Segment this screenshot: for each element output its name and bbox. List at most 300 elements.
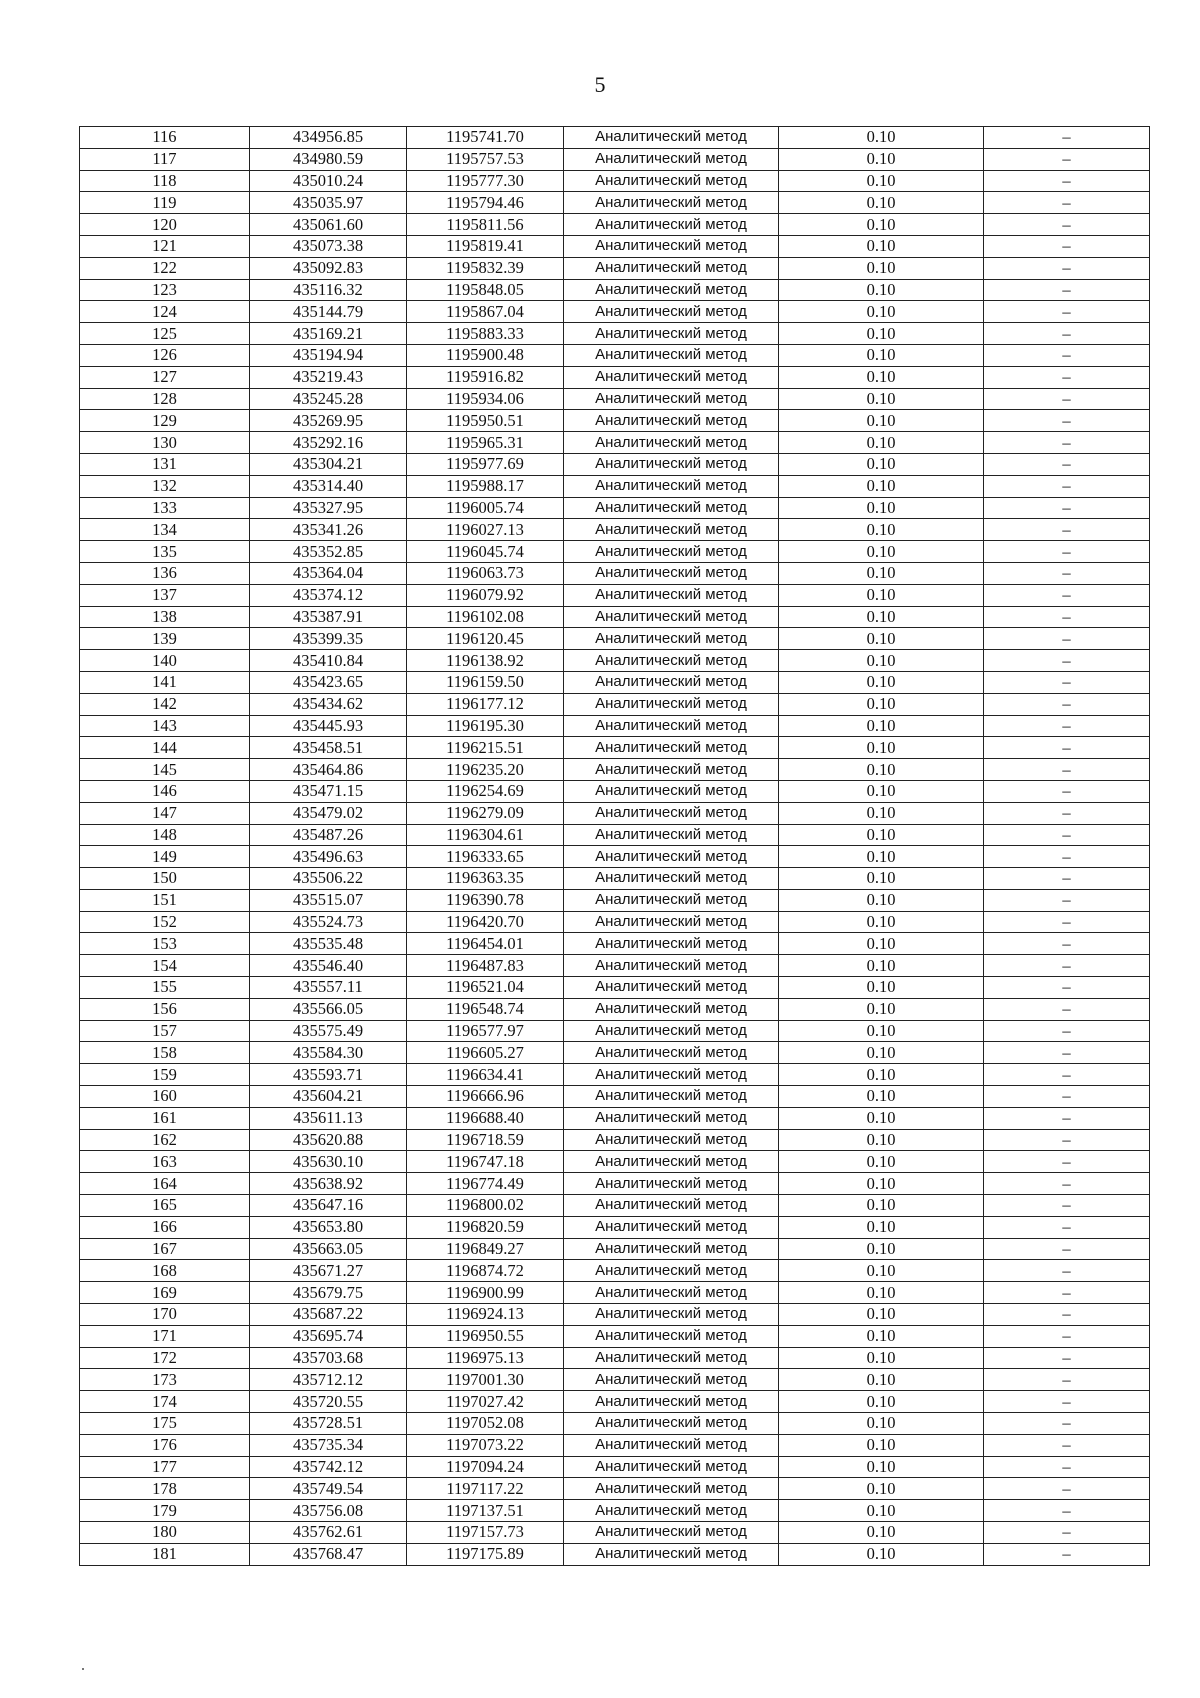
x-coordinate-cell: 435445.93: [250, 715, 407, 737]
x-coordinate-cell: 435647.16: [250, 1195, 407, 1217]
table-row: [80, 235, 1150, 257]
determination-method-cell: Аналитический метод: [564, 562, 779, 584]
note-dash-cell: –: [984, 802, 1150, 824]
x-coordinate-cell: 435269.95: [250, 410, 407, 432]
table-row: [80, 257, 1150, 279]
note-dash-cell: –: [984, 933, 1150, 955]
table-row: [80, 1238, 1150, 1260]
accuracy-value-cell: 0.10: [779, 1216, 984, 1238]
y-coordinate-cell: 1195977.69: [407, 453, 564, 475]
point-number-cell: 167: [80, 1238, 250, 1260]
determination-method-cell: Аналитический метод: [564, 1456, 779, 1478]
y-coordinate-cell: 1196747.18: [407, 1151, 564, 1173]
y-coordinate-cell: 1196666.96: [407, 1086, 564, 1108]
x-coordinate-cell: 435728.51: [250, 1413, 407, 1435]
accuracy-value-cell: 0.10: [779, 1325, 984, 1347]
x-coordinate-cell: 435399.35: [250, 628, 407, 650]
determination-method-cell: Аналитический метод: [564, 933, 779, 955]
y-coordinate-cell: 1195883.33: [407, 323, 564, 345]
accuracy-value-cell: 0.10: [779, 846, 984, 868]
y-coordinate-cell: 1195988.17: [407, 475, 564, 497]
determination-method-cell: Аналитический метод: [564, 628, 779, 650]
note-dash-cell: –: [984, 977, 1150, 999]
point-number-cell: 177: [80, 1456, 250, 1478]
note-dash-cell: –: [984, 868, 1150, 890]
note-dash-cell: –: [984, 628, 1150, 650]
note-dash-cell: –: [984, 1456, 1150, 1478]
accuracy-value-cell: 0.10: [779, 606, 984, 628]
note-dash-cell: –: [984, 410, 1150, 432]
accuracy-value-cell: 0.10: [779, 148, 984, 170]
point-number-cell: 180: [80, 1522, 250, 1544]
point-number-cell: 154: [80, 955, 250, 977]
table-row: [80, 366, 1150, 388]
determination-method-cell: Аналитический метод: [564, 192, 779, 214]
note-dash-cell: –: [984, 846, 1150, 868]
table-row: [80, 1064, 1150, 1086]
table-row: [80, 1129, 1150, 1151]
x-coordinate-cell: 435327.95: [250, 497, 407, 519]
determination-method-cell: Аналитический метод: [564, 366, 779, 388]
table-row: [80, 824, 1150, 846]
accuracy-value-cell: 0.10: [779, 1107, 984, 1129]
x-coordinate-cell: 435479.02: [250, 802, 407, 824]
accuracy-value-cell: 0.10: [779, 650, 984, 672]
y-coordinate-cell: 1197117.22: [407, 1478, 564, 1500]
determination-method-cell: Аналитический метод: [564, 606, 779, 628]
determination-method-cell: Аналитический метод: [564, 170, 779, 192]
determination-method-cell: Аналитический метод: [564, 1020, 779, 1042]
point-number-cell: 132: [80, 475, 250, 497]
determination-method-cell: Аналитический метод: [564, 1042, 779, 1064]
note-dash-cell: –: [984, 1522, 1150, 1544]
point-number-cell: 170: [80, 1304, 250, 1326]
y-coordinate-cell: 1196063.73: [407, 562, 564, 584]
page-number: 5: [594, 72, 606, 97]
point-number-cell: 119: [80, 192, 250, 214]
y-coordinate-cell: 1196577.97: [407, 1020, 564, 1042]
x-coordinate-cell: 435768.47: [250, 1543, 407, 1565]
note-dash-cell: –: [984, 1107, 1150, 1129]
y-coordinate-cell: 1196900.99: [407, 1282, 564, 1304]
point-number-cell: 158: [80, 1042, 250, 1064]
y-coordinate-cell: 1195819.41: [407, 235, 564, 257]
table-row: [80, 541, 1150, 563]
y-coordinate-cell: 1196177.12: [407, 693, 564, 715]
table-row: [80, 1216, 1150, 1238]
accuracy-value-cell: 0.10: [779, 432, 984, 454]
y-coordinate-cell: 1196688.40: [407, 1107, 564, 1129]
note-dash-cell: –: [984, 388, 1150, 410]
table-row: [80, 606, 1150, 628]
determination-method-cell: Аналитический метод: [564, 1173, 779, 1195]
determination-method-cell: Аналитический метод: [564, 497, 779, 519]
point-number-cell: 148: [80, 824, 250, 846]
determination-method-cell: Аналитический метод: [564, 1478, 779, 1500]
x-coordinate-cell: 435073.38: [250, 235, 407, 257]
y-coordinate-cell: 1196975.13: [407, 1347, 564, 1369]
accuracy-value-cell: 0.10: [779, 1522, 984, 1544]
note-dash-cell: –: [984, 1391, 1150, 1413]
x-coordinate-cell: 434956.85: [250, 127, 407, 149]
determination-method-cell: Аналитический метод: [564, 693, 779, 715]
accuracy-value-cell: 0.10: [779, 1369, 984, 1391]
note-dash-cell: –: [984, 366, 1150, 388]
accuracy-value-cell: 0.10: [779, 1195, 984, 1217]
y-coordinate-cell: 1196363.35: [407, 868, 564, 890]
y-coordinate-cell: 1195848.05: [407, 279, 564, 301]
determination-method-cell: Аналитический метод: [564, 475, 779, 497]
note-dash-cell: –: [984, 955, 1150, 977]
accuracy-value-cell: 0.10: [779, 192, 984, 214]
y-coordinate-cell: 1196800.02: [407, 1195, 564, 1217]
accuracy-value-cell: 0.10: [779, 868, 984, 890]
y-coordinate-cell: 1196420.70: [407, 911, 564, 933]
note-dash-cell: –: [984, 235, 1150, 257]
determination-method-cell: Аналитический метод: [564, 998, 779, 1020]
accuracy-value-cell: 0.10: [779, 257, 984, 279]
determination-method-cell: Аналитический метод: [564, 715, 779, 737]
table-row: [80, 737, 1150, 759]
table-row: [80, 1173, 1150, 1195]
note-dash-cell: –: [984, 1478, 1150, 1500]
determination-method-cell: Аналитический метод: [564, 1325, 779, 1347]
x-coordinate-cell: 435423.65: [250, 671, 407, 693]
x-coordinate-cell: 435169.21: [250, 323, 407, 345]
x-coordinate-cell: 435593.71: [250, 1064, 407, 1086]
point-number-cell: 147: [80, 802, 250, 824]
y-coordinate-cell: 1196120.45: [407, 628, 564, 650]
table-row: [80, 562, 1150, 584]
table-row: [80, 1369, 1150, 1391]
note-dash-cell: –: [984, 780, 1150, 802]
note-dash-cell: –: [984, 911, 1150, 933]
y-coordinate-cell: 1196279.09: [407, 802, 564, 824]
note-dash-cell: –: [984, 606, 1150, 628]
determination-method-cell: Аналитический метод: [564, 432, 779, 454]
point-number-cell: 168: [80, 1260, 250, 1282]
accuracy-value-cell: 0.10: [779, 1500, 984, 1522]
determination-method-cell: Аналитический метод: [564, 584, 779, 606]
point-number-cell: 146: [80, 780, 250, 802]
note-dash-cell: –: [984, 584, 1150, 606]
table-row: [80, 1304, 1150, 1326]
y-coordinate-cell: 1196849.27: [407, 1238, 564, 1260]
point-number-cell: 129: [80, 410, 250, 432]
point-number-cell: 165: [80, 1195, 250, 1217]
table-row: [80, 998, 1150, 1020]
note-dash-cell: –: [984, 1413, 1150, 1435]
y-coordinate-cell: 1195741.70: [407, 127, 564, 149]
note-dash-cell: –: [984, 1260, 1150, 1282]
determination-method-cell: Аналитический метод: [564, 1347, 779, 1369]
y-coordinate-cell: 1195832.39: [407, 257, 564, 279]
note-dash-cell: –: [984, 214, 1150, 236]
y-coordinate-cell: 1196521.04: [407, 977, 564, 999]
y-coordinate-cell: 1196027.13: [407, 519, 564, 541]
x-coordinate-cell: 435387.91: [250, 606, 407, 628]
note-dash-cell: –: [984, 715, 1150, 737]
accuracy-value-cell: 0.10: [779, 1020, 984, 1042]
accuracy-value-cell: 0.10: [779, 1413, 984, 1435]
accuracy-value-cell: 0.10: [779, 1129, 984, 1151]
determination-method-cell: Аналитический метод: [564, 671, 779, 693]
accuracy-value-cell: 0.10: [779, 671, 984, 693]
x-coordinate-cell: 435584.30: [250, 1042, 407, 1064]
x-coordinate-cell: 435638.92: [250, 1173, 407, 1195]
note-dash-cell: –: [984, 541, 1150, 563]
table-row: [80, 977, 1150, 999]
point-number-cell: 174: [80, 1391, 250, 1413]
accuracy-value-cell: 0.10: [779, 497, 984, 519]
table-row: [80, 519, 1150, 541]
determination-method-cell: Аналитический метод: [564, 1107, 779, 1129]
determination-method-cell: Аналитический метод: [564, 1282, 779, 1304]
point-number-cell: 122: [80, 257, 250, 279]
x-coordinate-cell: 435671.27: [250, 1260, 407, 1282]
note-dash-cell: –: [984, 1369, 1150, 1391]
note-dash-cell: –: [984, 1325, 1150, 1347]
note-dash-cell: –: [984, 1434, 1150, 1456]
y-coordinate-cell: 1196487.83: [407, 955, 564, 977]
y-coordinate-cell: 1195794.46: [407, 192, 564, 214]
x-coordinate-cell: 435035.97: [250, 192, 407, 214]
x-coordinate-cell: 435506.22: [250, 868, 407, 890]
x-coordinate-cell: 435663.05: [250, 1238, 407, 1260]
x-coordinate-cell: 435364.04: [250, 562, 407, 584]
note-dash-cell: –: [984, 1129, 1150, 1151]
note-dash-cell: –: [984, 671, 1150, 693]
point-number-cell: 157: [80, 1020, 250, 1042]
point-number-cell: 117: [80, 148, 250, 170]
accuracy-value-cell: 0.10: [779, 323, 984, 345]
note-dash-cell: –: [984, 301, 1150, 323]
y-coordinate-cell: 1196774.49: [407, 1173, 564, 1195]
note-dash-cell: –: [984, 1151, 1150, 1173]
accuracy-value-cell: 0.10: [779, 541, 984, 563]
note-dash-cell: –: [984, 1500, 1150, 1522]
point-number-cell: 116: [80, 127, 250, 149]
note-dash-cell: –: [984, 650, 1150, 672]
accuracy-value-cell: 0.10: [779, 235, 984, 257]
point-number-cell: 161: [80, 1107, 250, 1129]
x-coordinate-cell: 435434.62: [250, 693, 407, 715]
determination-method-cell: Аналитический метод: [564, 911, 779, 933]
note-dash-cell: –: [984, 475, 1150, 497]
point-number-cell: 135: [80, 541, 250, 563]
table-row: [80, 1042, 1150, 1064]
accuracy-value-cell: 0.10: [779, 453, 984, 475]
note-dash-cell: –: [984, 1347, 1150, 1369]
x-coordinate-cell: 435496.63: [250, 846, 407, 868]
table-row: [80, 650, 1150, 672]
point-number-cell: 124: [80, 301, 250, 323]
point-number-cell: 163: [80, 1151, 250, 1173]
determination-method-cell: Аналитический метод: [564, 519, 779, 541]
accuracy-value-cell: 0.10: [779, 1391, 984, 1413]
point-number-cell: 131: [80, 453, 250, 475]
accuracy-value-cell: 0.10: [779, 737, 984, 759]
y-coordinate-cell: 1196138.92: [407, 650, 564, 672]
accuracy-value-cell: 0.10: [779, 933, 984, 955]
note-dash-cell: –: [984, 1238, 1150, 1260]
determination-method-cell: Аналитический метод: [564, 127, 779, 149]
x-coordinate-cell: 435630.10: [250, 1151, 407, 1173]
point-number-cell: 121: [80, 235, 250, 257]
table-row: [80, 759, 1150, 781]
note-dash-cell: –: [984, 257, 1150, 279]
accuracy-value-cell: 0.10: [779, 1456, 984, 1478]
table-row: [80, 1500, 1150, 1522]
table-row: [80, 671, 1150, 693]
accuracy-value-cell: 0.10: [779, 977, 984, 999]
x-coordinate-cell: 435735.34: [250, 1434, 407, 1456]
accuracy-value-cell: 0.10: [779, 759, 984, 781]
y-coordinate-cell: 1196254.69: [407, 780, 564, 802]
point-number-cell: 145: [80, 759, 250, 781]
accuracy-value-cell: 0.10: [779, 955, 984, 977]
table-row: [80, 1413, 1150, 1435]
y-coordinate-cell: 1196634.41: [407, 1064, 564, 1086]
determination-method-cell: Аналитический метод: [564, 955, 779, 977]
determination-method-cell: Аналитический метод: [564, 1413, 779, 1435]
y-coordinate-cell: 1197052.08: [407, 1413, 564, 1435]
note-dash-cell: –: [984, 1086, 1150, 1108]
point-number-cell: 143: [80, 715, 250, 737]
table-row: [80, 148, 1150, 170]
y-coordinate-cell: 1196454.01: [407, 933, 564, 955]
point-number-cell: 118: [80, 170, 250, 192]
y-coordinate-cell: 1196195.30: [407, 715, 564, 737]
table-row: [80, 889, 1150, 911]
table-row: [80, 1543, 1150, 1565]
table-row: [80, 1260, 1150, 1282]
point-number-cell: 149: [80, 846, 250, 868]
accuracy-value-cell: 0.10: [779, 1282, 984, 1304]
accuracy-value-cell: 0.10: [779, 127, 984, 149]
point-number-cell: 160: [80, 1086, 250, 1108]
x-coordinate-cell: 435010.24: [250, 170, 407, 192]
determination-method-cell: Аналитический метод: [564, 977, 779, 999]
note-dash-cell: –: [984, 1543, 1150, 1565]
determination-method-cell: Аналитический метод: [564, 257, 779, 279]
note-dash-cell: –: [984, 1064, 1150, 1086]
determination-method-cell: Аналитический метод: [564, 279, 779, 301]
table-row: [80, 453, 1150, 475]
determination-method-cell: Аналитический метод: [564, 323, 779, 345]
point-number-cell: 175: [80, 1413, 250, 1435]
x-coordinate-cell: 435712.12: [250, 1369, 407, 1391]
y-coordinate-cell: 1196820.59: [407, 1216, 564, 1238]
accuracy-value-cell: 0.10: [779, 344, 984, 366]
accuracy-value-cell: 0.10: [779, 1064, 984, 1086]
table-row: [80, 1151, 1150, 1173]
accuracy-value-cell: 0.10: [779, 715, 984, 737]
determination-method-cell: Аналитический метод: [564, 802, 779, 824]
x-coordinate-cell: 435245.28: [250, 388, 407, 410]
table-row: [80, 410, 1150, 432]
table-row: [80, 279, 1150, 301]
determination-method-cell: Аналитический метод: [564, 846, 779, 868]
determination-method-cell: Аналитический метод: [564, 235, 779, 257]
x-coordinate-cell: 435620.88: [250, 1129, 407, 1151]
note-dash-cell: –: [984, 1042, 1150, 1064]
accuracy-value-cell: 0.10: [779, 1543, 984, 1565]
point-number-cell: 178: [80, 1478, 250, 1500]
determination-method-cell: Аналитический метод: [564, 410, 779, 432]
x-coordinate-cell: 435695.74: [250, 1325, 407, 1347]
point-number-cell: 130: [80, 432, 250, 454]
table-row: [80, 955, 1150, 977]
point-number-cell: 153: [80, 933, 250, 955]
table-row: [80, 127, 1150, 149]
determination-method-cell: Аналитический метод: [564, 889, 779, 911]
point-number-cell: 137: [80, 584, 250, 606]
determination-method-cell: Аналитический метод: [564, 780, 779, 802]
determination-method-cell: Аналитический метод: [564, 453, 779, 475]
y-coordinate-cell: 1197157.73: [407, 1522, 564, 1544]
table-row: [80, 214, 1150, 236]
accuracy-value-cell: 0.10: [779, 693, 984, 715]
table-row: [80, 802, 1150, 824]
note-dash-cell: –: [984, 998, 1150, 1020]
table-row: [80, 170, 1150, 192]
point-number-cell: 120: [80, 214, 250, 236]
y-coordinate-cell: 1195811.56: [407, 214, 564, 236]
y-coordinate-cell: 1197137.51: [407, 1500, 564, 1522]
x-coordinate-cell: 435374.12: [250, 584, 407, 606]
note-dash-cell: –: [984, 562, 1150, 584]
table-row: [80, 1020, 1150, 1042]
y-coordinate-cell: 1196390.78: [407, 889, 564, 911]
y-coordinate-cell: 1197001.30: [407, 1369, 564, 1391]
y-coordinate-cell: 1196159.50: [407, 671, 564, 693]
determination-method-cell: Аналитический метод: [564, 824, 779, 846]
determination-method-cell: Аналитический метод: [564, 1195, 779, 1217]
accuracy-value-cell: 0.10: [779, 1260, 984, 1282]
x-coordinate-cell: 435557.11: [250, 977, 407, 999]
table-row: [80, 780, 1150, 802]
note-dash-cell: –: [984, 453, 1150, 475]
point-number-cell: 156: [80, 998, 250, 1020]
x-coordinate-cell: 435720.55: [250, 1391, 407, 1413]
point-number-cell: 162: [80, 1129, 250, 1151]
point-number-cell: 150: [80, 868, 250, 890]
x-coordinate-cell: 435566.05: [250, 998, 407, 1020]
x-coordinate-cell: 435742.12: [250, 1456, 407, 1478]
note-dash-cell: –: [984, 192, 1150, 214]
x-coordinate-cell: 434980.59: [250, 148, 407, 170]
accuracy-value-cell: 0.10: [779, 584, 984, 606]
determination-method-cell: Аналитический метод: [564, 650, 779, 672]
x-coordinate-cell: 435653.80: [250, 1216, 407, 1238]
determination-method-cell: Аналитический метод: [564, 1500, 779, 1522]
note-dash-cell: –: [984, 519, 1150, 541]
accuracy-value-cell: 0.10: [779, 1347, 984, 1369]
determination-method-cell: Аналитический метод: [564, 1151, 779, 1173]
y-coordinate-cell: 1195900.48: [407, 344, 564, 366]
x-coordinate-cell: 435471.15: [250, 780, 407, 802]
y-coordinate-cell: 1195777.30: [407, 170, 564, 192]
y-coordinate-cell: 1197094.24: [407, 1456, 564, 1478]
determination-method-cell: Аналитический метод: [564, 1129, 779, 1151]
point-number-cell: 152: [80, 911, 250, 933]
table-row: [80, 323, 1150, 345]
table-row: [80, 388, 1150, 410]
table-row: [80, 1391, 1150, 1413]
accuracy-value-cell: 0.10: [779, 802, 984, 824]
table-row: [80, 911, 1150, 933]
